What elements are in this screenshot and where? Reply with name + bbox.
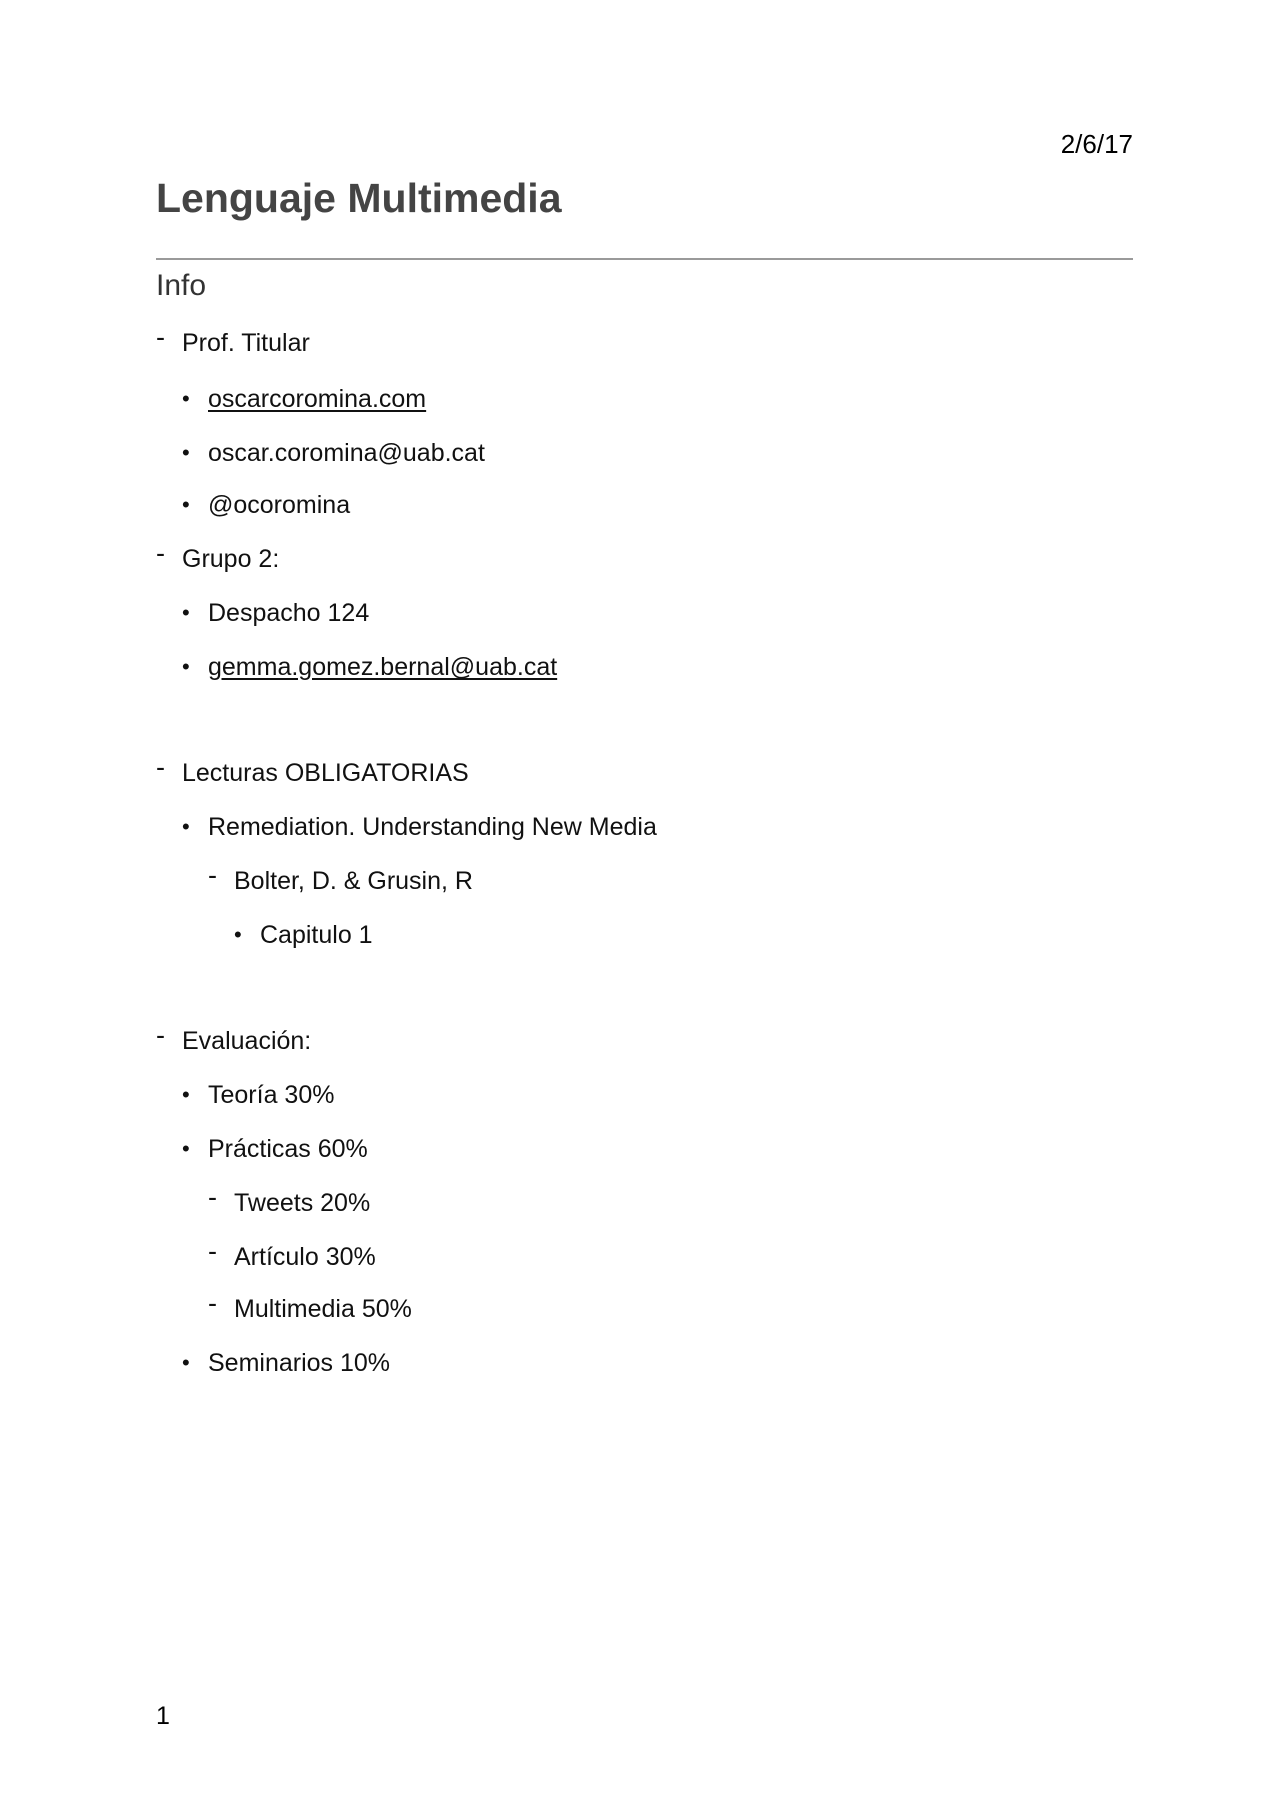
- page-title: Lenguaje Multimedia: [156, 175, 562, 221]
- list-item-seminarios: [182, 1346, 391, 1380]
- dash-marker: -: [156, 1020, 165, 1050]
- bullet-marker: •: [182, 814, 190, 839]
- bullet-marker: •: [182, 1350, 190, 1375]
- list-item-despacho: [182, 596, 370, 630]
- list-item-text: Capitulo 1: [260, 921, 373, 949]
- list-item-evaluacion: [156, 1020, 312, 1058]
- bullet-marker: •: [182, 654, 190, 679]
- list-item-text: Teoría 30%: [208, 1081, 335, 1109]
- dash-marker: -: [208, 1236, 217, 1266]
- bullet-marker: •: [182, 386, 190, 411]
- list-item-tweets: [208, 1182, 371, 1220]
- list-item-text: Bolter, D. & Grusin, R: [234, 867, 473, 895]
- list-item-twitter-handle: [182, 488, 351, 522]
- list-item-articulo: [208, 1236, 376, 1274]
- list-item-text: Seminarios 10%: [208, 1349, 391, 1377]
- bullet-marker: •: [182, 440, 190, 465]
- dash-marker: -: [208, 1288, 217, 1318]
- dash-marker: -: [208, 1182, 217, 1212]
- page-date: 2/6/17: [1060, 129, 1133, 159]
- title-divider: [156, 258, 1133, 260]
- list-item-prof-titular: [156, 322, 310, 360]
- list-item-teoria: [182, 1078, 335, 1112]
- list-item-website: [182, 382, 427, 416]
- list-item-grupo: [156, 538, 280, 576]
- list-item-text: @ocoromina: [208, 491, 351, 519]
- bullet-marker: •: [182, 492, 190, 517]
- website-link[interactable]: oscarcoromina.com: [208, 385, 427, 413]
- list-item-text: Multimedia 50%: [234, 1295, 412, 1323]
- email-link[interactable]: gemma.gomez.bernal@uab.cat: [208, 653, 558, 681]
- list-item-text: Prof. Titular: [182, 329, 310, 357]
- list-item-practicas: [182, 1132, 368, 1166]
- dash-marker: -: [156, 752, 165, 782]
- list-item-text: Prácticas 60%: [208, 1135, 368, 1163]
- list-item-email-link: [182, 650, 558, 684]
- bullet-marker: •: [234, 922, 242, 947]
- dash-marker: -: [156, 322, 165, 352]
- list-item-authors: [208, 860, 473, 898]
- list-item-text: Evaluación:: [182, 1027, 312, 1055]
- list-item-text: Lecturas OBLIGATORIAS: [182, 759, 469, 787]
- page-number: 1: [156, 1702, 170, 1730]
- list-item-text: Despacho 124: [208, 599, 370, 627]
- list-item-text: oscar.coromina@uab.cat: [208, 439, 485, 467]
- list-item-email: [182, 436, 485, 470]
- bullet-marker: •: [182, 1136, 190, 1161]
- bullet-marker: •: [182, 1082, 190, 1107]
- section-heading: Info: [156, 269, 207, 302]
- list-item-capitulo: [234, 918, 373, 952]
- list-item-remediation: [182, 810, 657, 844]
- list-item-text: Remediation. Understanding New Media: [208, 813, 657, 841]
- bullet-marker: •: [182, 600, 190, 625]
- dash-marker: -: [208, 860, 217, 890]
- dash-marker: -: [156, 538, 165, 568]
- list-item-text: Grupo 2:: [182, 545, 280, 573]
- list-item-text: Tweets 20%: [234, 1189, 371, 1217]
- list-item-lecturas: [156, 752, 469, 790]
- list-item-multimedia: [208, 1288, 412, 1326]
- list-item-text: Artículo 30%: [234, 1243, 376, 1271]
